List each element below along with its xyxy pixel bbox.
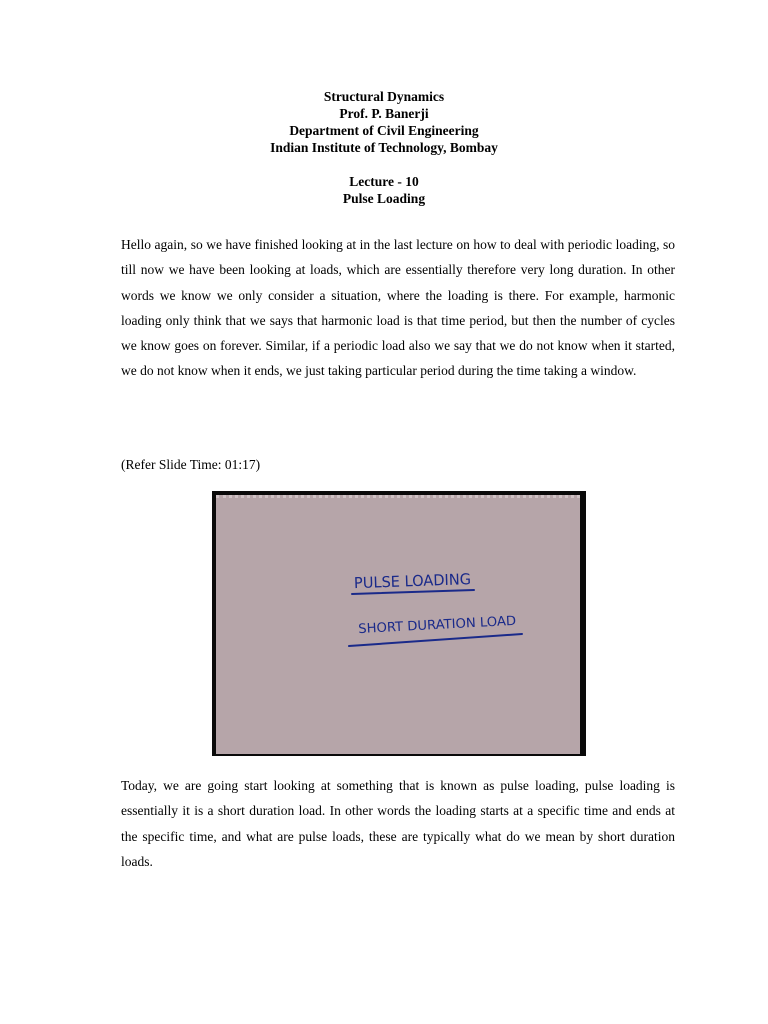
- today-paragraph: Today, we are going start looking at something that is known as pulse loading, pulse loading is essentially it is a short duration load. In other words the loading starts at a specific time and ends at the specific time, and what are pulse loads, these are typically what do we mean by short duration loads.: [121, 778, 675, 869]
- slide-reference: (Refer Slide Time: 01:17): [121, 457, 261, 472]
- slide-line-2: SHORT DURATION LOAD: [357, 613, 515, 638]
- department-name: Department of Civil Engineering: [289, 123, 479, 138]
- lecture-topic: Pulse Loading: [342, 191, 426, 206]
- header-spacer: [0, 156, 768, 173]
- intro-paragraph: Hello again, so we have finished looking at in the last lecture on how to deal with periodic loading, so till now we have been looking at loads, which are essentially therefore very long duration. In other words we know we only consider a situation, where the loading is there. For example, harmonic loading only think that we says that harmonic load is that time period, but then the number of cycles we know goes on forever. Similar, if a periodic load also we say that we do not know when it started, we do not know when it ends, we just taking particular period during the time taking a window.: [121, 237, 675, 379]
- slide-line-1: PULSE LOADING: [353, 569, 475, 593]
- lecture-number: Lecture - 10: [349, 174, 419, 189]
- course-title: Structural Dynamics: [323, 89, 445, 104]
- professor-name: Prof. P. Banerji: [339, 106, 429, 121]
- document-header: [0, 88, 768, 207]
- slide-image: [212, 491, 586, 756]
- institute-name: Indian Institute of Technology, Bombay: [270, 140, 498, 155]
- whiteboard: [216, 495, 580, 754]
- handwriting-canvas: [216, 498, 580, 754]
